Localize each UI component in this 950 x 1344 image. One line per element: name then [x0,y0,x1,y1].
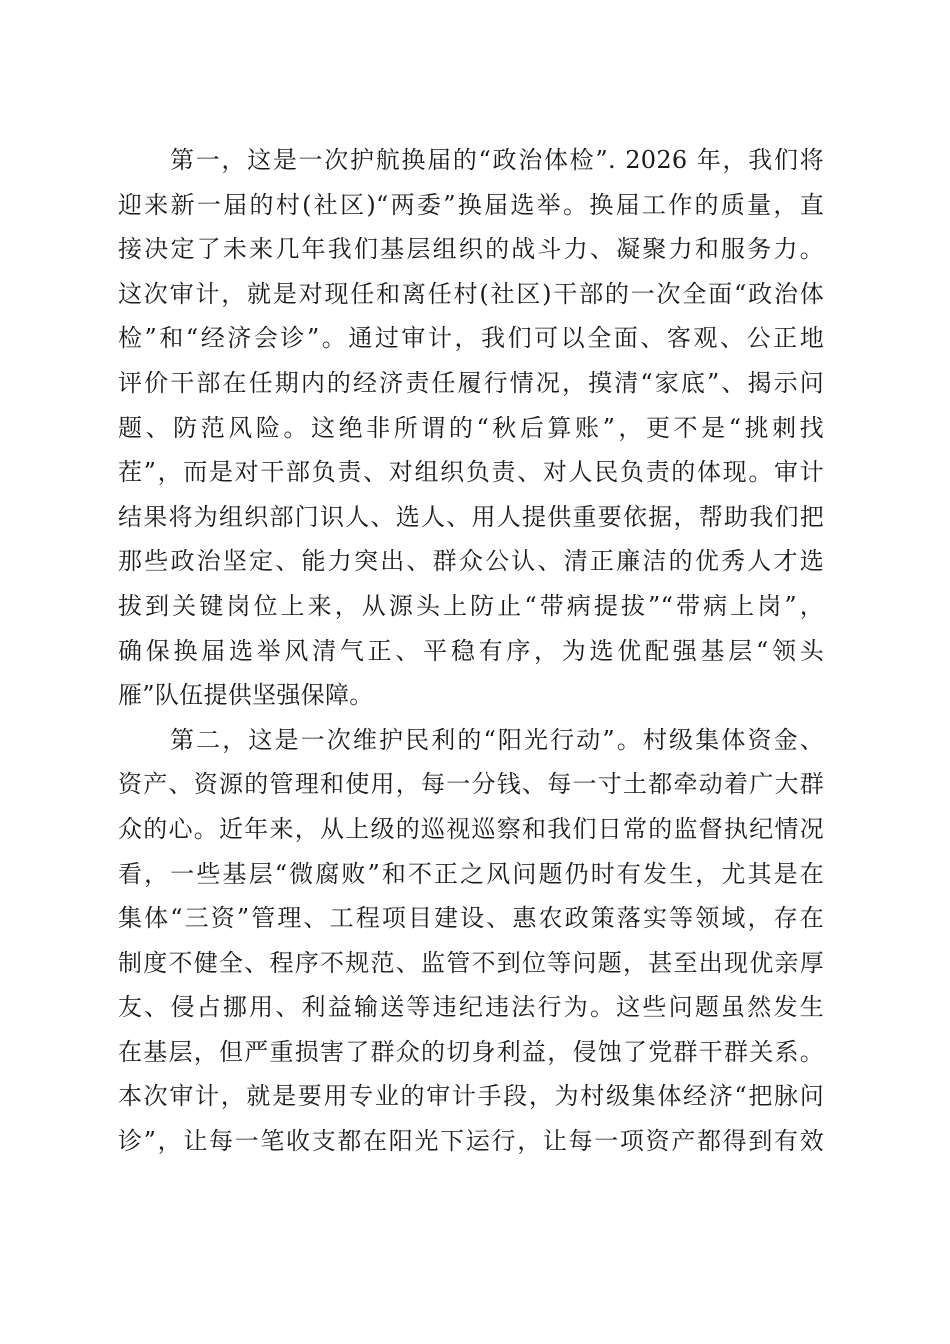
paragraph-line: 友、侵占挪用、利益输送等违纪违法行为。这些问题虽然发生 [118,993,824,1022]
paragraph-line: 在基层，但严重损害了群众的切身利益，侵蚀了党群干群关系。 [118,1037,824,1066]
paragraph-line: 第二，这是一次维护民利的“阳光行动”。村级集体资金、 [170,725,824,754]
paragraph-line: 题、防范风险。这绝非所谓的“秋后算账”，更不是“挑刺找 [118,413,824,442]
paragraph-line: 确保换届选举风清气正、平稳有序，为选优配强基层“领头 [118,636,824,665]
paragraph-line: 本次审计，就是要用专业的审计手段，为村级集体经济“把脉问 [118,1082,824,1111]
paragraph-1 [118,138,824,718]
paragraph-line: 拔到关键岗位上来，从源头上防止“带病提拔”“带病上岗”， [118,591,824,620]
paragraph-line: 集体“三资”管理、工程项目建设、惠农政策落实等领域，存在 [118,904,824,933]
paragraph-line: 这次审计，就是对现任和离任村(社区)干部的一次全面“政治体 [118,279,824,308]
paragraph-line: 诊”，让每一笔收支都在阳光下运行，让每一项资产都得到有效 [118,1127,824,1156]
paragraph-line: 迎来新一届的村(社区)“两委”换届选举。换届工作的质量，直 [118,190,824,219]
paragraph-line: 评价干部在任期内的经济责任履行情况，摸清“家底”、揭示问 [118,368,824,397]
paragraph-line: 第一，这是一次护航换届的“政治体检”. 2026 年，我们将 [170,146,824,174]
paragraph-line: 众的心。近年来，从上级的巡视巡察和我们日常的监督执纪情况 [118,814,824,843]
paragraph-line: 茬”，而是对干部负责、对组织负责、对人民负责的体现。审计 [118,458,824,487]
paragraph-line: 看，一些基层“微腐败”和不正之风问题仍时有发生，尤其是在 [118,859,824,888]
paragraph-line: 接决定了未来几年我们基层组织的战斗力、凝聚力和服务力。 [118,235,824,264]
paragraph-line: 那些政治坚定、能力突出、群众公认、清正廉洁的优秀人才选 [118,547,824,576]
paragraph-line: 检”和“经济会诊”。通过审计，我们可以全面、客观、公正地 [118,324,824,353]
document-body [118,138,824,1164]
paragraph-line: 资产、资源的管理和使用，每一分钱、每一寸土都牵动着广大群 [118,770,824,799]
paragraph-2 [118,718,824,1164]
paragraph-line: 结果将为组织部门识人、选人、用人提供重要依据，帮助我们把 [118,502,824,531]
paragraph-line: 雁”队伍提供坚强保障。 [118,681,374,710]
paragraph-line: 制度不健全、程序不规范、监管不到位等问题，甚至出现优亲厚 [118,948,824,977]
